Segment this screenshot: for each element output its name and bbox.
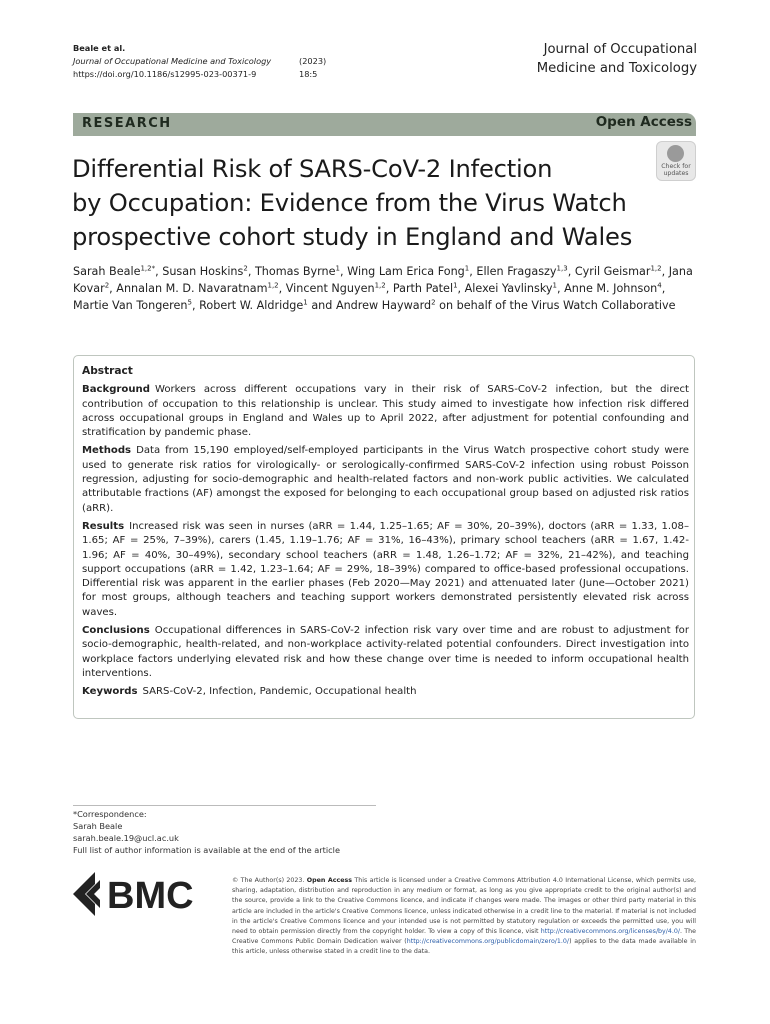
- author-name[interactable]: Martie Van Tongeren: [73, 299, 188, 312]
- license-body-2: . The Creative Commons Public Domain Dedication waiver (: [232, 928, 696, 946]
- article-title: [72, 152, 652, 254]
- author-entry: [255, 265, 340, 278]
- author-affiliation: 2: [431, 298, 436, 307]
- conclusions-text: Occupational differences in SARS-CoV-2 infection risk vary over time and are robust to adjustment for socio-demographic, health-related, and non-workplace activity-related potential confounders. Direct investigation into workplace factors underlying elevated risk and how these change over time is needed to inform occupational health interventions.: [82, 625, 689, 679]
- footnote-divider: [73, 805, 376, 806]
- author-name[interactable]: Thomas Byrne: [254, 265, 336, 278]
- author-entry: [564, 282, 662, 295]
- title-line-3: prospective cohort study in England and Wales: [72, 223, 633, 251]
- keywords-label: Keywords: [82, 686, 138, 698]
- author-entry: [393, 282, 458, 295]
- author-info-note: Full list of author information is available at the end of the article: [73, 845, 340, 855]
- check-updates-icon: [667, 145, 684, 162]
- author-affiliation: 1: [303, 298, 308, 307]
- title-line-2: by Occupation: Evidence from the Virus Watch: [72, 189, 627, 217]
- author-names: Sarah Beale$^{1,2*}$, Susan Hoskins$^2$, Thomas Byrne$^1$, Wing Lam Erica Fong$^1$, Ellen Fragaszy$^{1,3}$, Cyril Geismar$^{1,2}$, Jana Kovar$^2$, Annalan M. D. Navaratnam$^{1,2}$, Vincent Nguyen$^{1,2}$, Parth Patel$^1$, Alexei Yavlinsky$^1$, Anne M. Johnson$^4$, Martie Van Tongeren$^5$, Robert W. Aldridge$^1$ and Andrew Hayward$^2$: [73, 264, 693, 312]
- license-prefix: © The Author(s) 2023.: [232, 877, 305, 884]
- license-text: [232, 876, 696, 958]
- author-affiliation: 1,2: [650, 264, 662, 273]
- author-name[interactable]: Parth Patel: [392, 282, 454, 295]
- journal-name: [537, 40, 697, 78]
- license-link-cc-by[interactable]: http://creativecommons.org/licenses/by/4.0/: [540, 928, 681, 936]
- author-name[interactable]: Wing Lam Erica Fong: [347, 265, 465, 278]
- bmc-logo: [73, 866, 213, 924]
- journal-name-line1: Journal of Occupational: [543, 42, 697, 57]
- methods-text: Data from 15,190 employed/self-employed participants in the Virus Watch prospective cohort study were used to generate risk ratios for virologically- or serologically-confirmed SARS-CoV-2 infection using robust Poisson regression, adjusting for socio-demographic and health-related factors and non-work public activities. We calculated attributable fractions (AF) amongst the exposed for belonging to each occupational group based on adjusted risk ratios (aRR).: [82, 445, 689, 514]
- author-affiliation: 1,2: [267, 281, 279, 290]
- abstract-background: [82, 383, 689, 440]
- author-entry: [162, 265, 248, 278]
- background-text: Workers across different occupations vary in their risk of SARS-CoV-2 infection, but the direct contribution of occupation to this relationship is unclear. This study aimed to investigate how infection risk differed across occupational groups in England and Wales up to April 2022, after adjustment for potential confounding and stratification by pandemic phase.: [82, 384, 689, 439]
- author-entry: [476, 265, 567, 278]
- title-line-1: Differential Risk of SARS-CoV-2 Infection: [72, 155, 553, 183]
- correspondence-name: Sarah Beale: [73, 821, 123, 831]
- author-entry: [116, 282, 278, 295]
- results-label: Results: [82, 520, 125, 532]
- abstract-results: [82, 520, 689, 620]
- license-link-cc-zero[interactable]: http://creativecommons.org/publicdomain/zero/1.0/: [406, 938, 570, 946]
- author-name[interactable]: Annalan M. D. Navaratnam: [116, 282, 268, 295]
- author-name[interactable]: Susan Hoskins: [162, 265, 244, 278]
- header-year-volume: (2023) 18:5: [299, 56, 327, 79]
- abstract-methods: [82, 444, 689, 515]
- author-name[interactable]: Ellen Fragaszy: [476, 265, 557, 278]
- author-name[interactable]: Alexei Yavlinsky: [464, 282, 553, 295]
- correspondence-email[interactable]: sarah.beale.19@ucl.ac.uk: [73, 833, 179, 843]
- results-text: Increased risk was seen in nurses (aRR = 1.44, 1.25–1.65; AF = 30%, 20–39%), doctors (aRR = 1.33, 1.08–1.65; AF = 25%, 7–39%), carers (1.45, 1.19–1.76; AF = 31%, 16–43%), primary school teachers (aRR = 1.67, 1.42- 1.96; AF = 40%, 30–49%), secondary school teachers (aRR = 1.48, 1.26–1.72; AF = 32%, 21–42%), and teaching support occupations (aRR = 1.42, 1.23–1.64; AF = 29%, 18–39%) compared to office-based professional occupations. Differential risk was apparent in the earlier phases (Feb 2020—May 2021) and attenuated later (June—October 2021) for most groups, although teachers and teaching support workers demonstrated persistently elevated risk across waves.: [82, 520, 689, 618]
- author-suffix: on behalf of the Virus Watch Collaborative: [439, 299, 676, 312]
- author-affiliation: 1,2: [374, 281, 386, 290]
- author-entry: [73, 299, 192, 312]
- keywords-text: SARS-CoV-2, Infection, Pandemic, Occupational health: [142, 686, 417, 698]
- author-affiliation: 5: [187, 298, 192, 307]
- abstract-conclusions: [82, 624, 689, 681]
- check-for-updates-button[interactable]: [656, 141, 696, 181]
- journal-name-line2: Medicine and Toxicology: [536, 61, 697, 76]
- author-affiliation: 1,2*: [140, 264, 156, 273]
- check-updates-line1: Check for: [661, 163, 691, 170]
- abstract-content: [82, 364, 689, 704]
- running-header: [73, 42, 327, 81]
- abstract-keywords: [82, 685, 689, 699]
- author-entry: [286, 282, 386, 295]
- check-updates-line2: updates: [663, 170, 689, 177]
- author-affiliation: 1: [464, 264, 470, 273]
- section-label: RESEARCH: [82, 116, 172, 131]
- author-entry: [336, 299, 436, 312]
- correspondence-label: *Correspondence:: [73, 809, 147, 819]
- header-authors: Beale et al.: [73, 43, 126, 53]
- license-body-3: ) applies to the data made available in this article, unless otherwise stated in a credit line to the data.: [232, 938, 696, 956]
- abstract-box: [73, 355, 695, 719]
- correspondence-footnote: [73, 808, 340, 856]
- conclusions-label: Conclusions: [82, 625, 150, 637]
- author-name[interactable]: Vincent Nguyen: [285, 282, 375, 295]
- author-name[interactable]: Sarah Beale: [73, 265, 141, 278]
- author-list: [73, 263, 703, 314]
- author-entry: [199, 299, 308, 312]
- author-affiliation: 1: [552, 281, 557, 290]
- background-label: Background: [82, 384, 150, 396]
- author-name[interactable]: Anne M. Johnson: [564, 282, 658, 295]
- author-affiliation: 1,3: [556, 264, 568, 273]
- author-affiliation: 2: [104, 281, 110, 290]
- bmc-logo-text: BMC: [107, 875, 194, 917]
- author-name[interactable]: Andrew Hayward: [335, 299, 432, 312]
- author-entry: [73, 265, 155, 278]
- author-affiliation: 1: [453, 281, 458, 290]
- header-doi[interactable]: https://doi.org/10.1186/s12995-023-00371-9: [73, 69, 257, 79]
- author-affiliation: 1: [335, 264, 341, 273]
- section-banner: [73, 113, 696, 136]
- author-entry: [465, 282, 557, 295]
- open-access-label: Open Access: [595, 114, 692, 130]
- license-body-1: This article is licensed under a Creative Commons Attribution 4.0 International License, which permits use, sharing, adaptation, distribution and reproduction in any medium or format, as long as you give appropriate credit to the original author(s) and the source, provide a link to the Creative Commons licence, and indicate if changes were made. The images or other third party material in this article are included in the article's Creative Commons licence, unless indicated otherwise in a credit line to the material. If material is not included in the article's Creative Commons licence and your intended use is not permitted by statutory regulation or exceeds the permitted use, you will need to obtain permission directly from the copyright holder. To view a copy of this licence, visit: [232, 877, 696, 936]
- author-name[interactable]: Jana Kovar: [73, 265, 693, 295]
- author-name[interactable]: Cyril Geismar: [574, 265, 651, 278]
- author-entry: [575, 265, 662, 278]
- methods-label: Methods: [82, 445, 132, 457]
- author-affiliation: 4: [657, 281, 662, 290]
- license-open-access: Open Access: [306, 877, 353, 884]
- abstract-heading: Abstract: [82, 365, 133, 377]
- author-name[interactable]: Robert W. Aldridge: [199, 299, 304, 312]
- header-journal: Journal of Occupational Medicine and Toxicology: [73, 56, 272, 66]
- author-affiliation: 2: [243, 264, 248, 273]
- author-entry: [347, 265, 469, 278]
